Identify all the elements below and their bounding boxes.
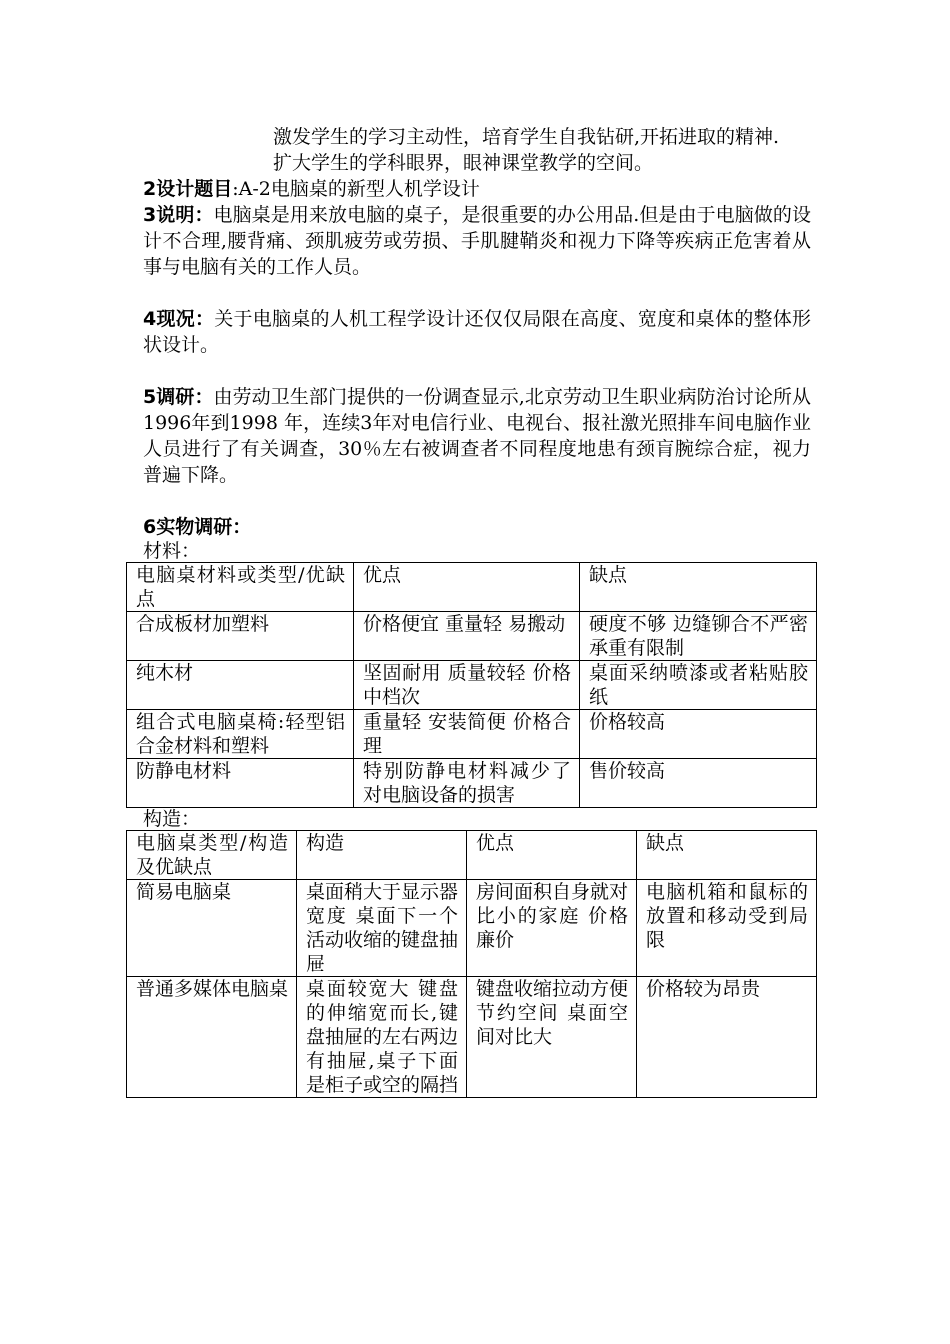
structure-label: 构造： bbox=[143, 808, 201, 830]
table-row bbox=[127, 759, 817, 808]
table-header-cell: 电脑桌材料或类型/优缺点 bbox=[127, 563, 354, 612]
intro-line-2: 扩大学生的学科眼界，眼神课堂教学的空间。 bbox=[273, 152, 654, 174]
table-cell: 硬度不够 边缝铆合不严密 承重有限制 bbox=[580, 612, 817, 661]
section-2-label: 2设计题目 bbox=[143, 178, 233, 200]
table-cell: 坚固耐用 质量较轻 价格中档次 bbox=[354, 661, 580, 710]
table-cell: 桌面稍大于显示器宽度 桌面下一个活动收缩的键盘抽屉 bbox=[297, 880, 467, 977]
table-cell: 键盘收缩拉动方便 节约空间 桌面空间对比大 bbox=[467, 977, 637, 1098]
section-2-text: :A-2电脑桌的新型人机学设计 bbox=[232, 178, 480, 200]
table-header-cell: 缺点 bbox=[637, 831, 817, 880]
table-header-cell: 优点 bbox=[467, 831, 637, 880]
section-6-label: 6实物调研： bbox=[143, 516, 252, 538]
table-header-row bbox=[127, 831, 817, 880]
section-3-label: 3说明： bbox=[143, 204, 214, 226]
table-cell: 房间面积自身就对比小的家庭 价格廉价 bbox=[467, 880, 637, 977]
structure-table bbox=[126, 830, 817, 1098]
section-4-text: 关于电脑桌的人机工程学设计还仅仅局限在高度、宽度和桌体的整体形状设计。 bbox=[143, 308, 811, 356]
table-header-cell: 缺点 bbox=[580, 563, 817, 612]
table-cell: 组合式电脑桌椅:轻型铝合金材料和塑料 bbox=[127, 710, 354, 759]
table-cell: 价格较高 bbox=[580, 710, 817, 759]
table-header-cell: 电脑桌类型/构造及优缺点 bbox=[127, 831, 297, 880]
table-row bbox=[127, 661, 817, 710]
section-5-text: 由劳动卫生部门提供的一份调查显示,北京劳动卫生职业病防治讨论所从1996年到1998 年，连续3年对电信行业、电视台、报社激光照排车间电脑作业人员进行了有关调查，30％左右被调查者不同程度地患有颈肓腕综合症，视力普遍下降。 bbox=[143, 386, 811, 486]
section-4 bbox=[143, 306, 811, 358]
table-cell: 价格便宜 重量轻 易搬动 bbox=[354, 612, 580, 661]
table-cell: 特别防静电材料减少了对电脑设备的损害 bbox=[354, 759, 580, 808]
table-header-row bbox=[127, 563, 817, 612]
table-cell: 合成板材加塑料 bbox=[127, 612, 354, 661]
table-row bbox=[127, 612, 817, 661]
table-cell: 普通多媒体电脑桌 bbox=[127, 977, 297, 1098]
section-5-label: 5调研： bbox=[143, 386, 214, 408]
spacer bbox=[143, 488, 811, 514]
table-cell: 防静电材料 bbox=[127, 759, 354, 808]
table-row bbox=[127, 880, 817, 977]
table-cell: 桌面较宽大 键盘的伸缩宽而长,键盘抽屉的左右两边有抽屉,桌子下面是柜子或空的隔挡 bbox=[297, 977, 467, 1098]
section-6 bbox=[143, 514, 811, 540]
section-5 bbox=[143, 384, 811, 488]
table-row bbox=[127, 710, 817, 759]
materials-label: 材料： bbox=[143, 540, 201, 562]
section-3 bbox=[143, 202, 811, 280]
table-header-cell: 优点 bbox=[354, 563, 580, 612]
section-3-text: 电脑桌是用来放电脑的桌子，是很重要的办公用品.但是由于电脑做的设计不合理,腰背痛、颈肌疲劳或劳损、手肌腱鞘炎和视力下降等疾病正危害着从事与电脑有关的工作人员。 bbox=[143, 204, 811, 278]
table-cell: 价格较为昂贵 bbox=[637, 977, 817, 1098]
spacer bbox=[143, 358, 811, 384]
table-cell: 电脑机箱和鼠标的放置和移动受到局限 bbox=[637, 880, 817, 977]
table-cell: 纯木材 bbox=[127, 661, 354, 710]
materials-table bbox=[126, 562, 817, 808]
table-row bbox=[127, 977, 817, 1098]
table-cell: 重量轻 安装简便 价格合理 bbox=[354, 710, 580, 759]
document-body bbox=[136, 124, 811, 1098]
table-cell: 桌面采纳喷漆或者粘贴胶纸 bbox=[580, 661, 817, 710]
intro-line-1: 激发学生的学习主动性，培育学生自我钻研,开拓进取的精神. bbox=[273, 126, 780, 148]
table-header-cell: 构造 bbox=[297, 831, 467, 880]
section-4-label: 4现况： bbox=[143, 308, 215, 330]
table-cell: 简易电脑桌 bbox=[127, 880, 297, 977]
table-cell: 售价较高 bbox=[580, 759, 817, 808]
section-2 bbox=[143, 176, 811, 202]
spacer bbox=[143, 280, 811, 306]
